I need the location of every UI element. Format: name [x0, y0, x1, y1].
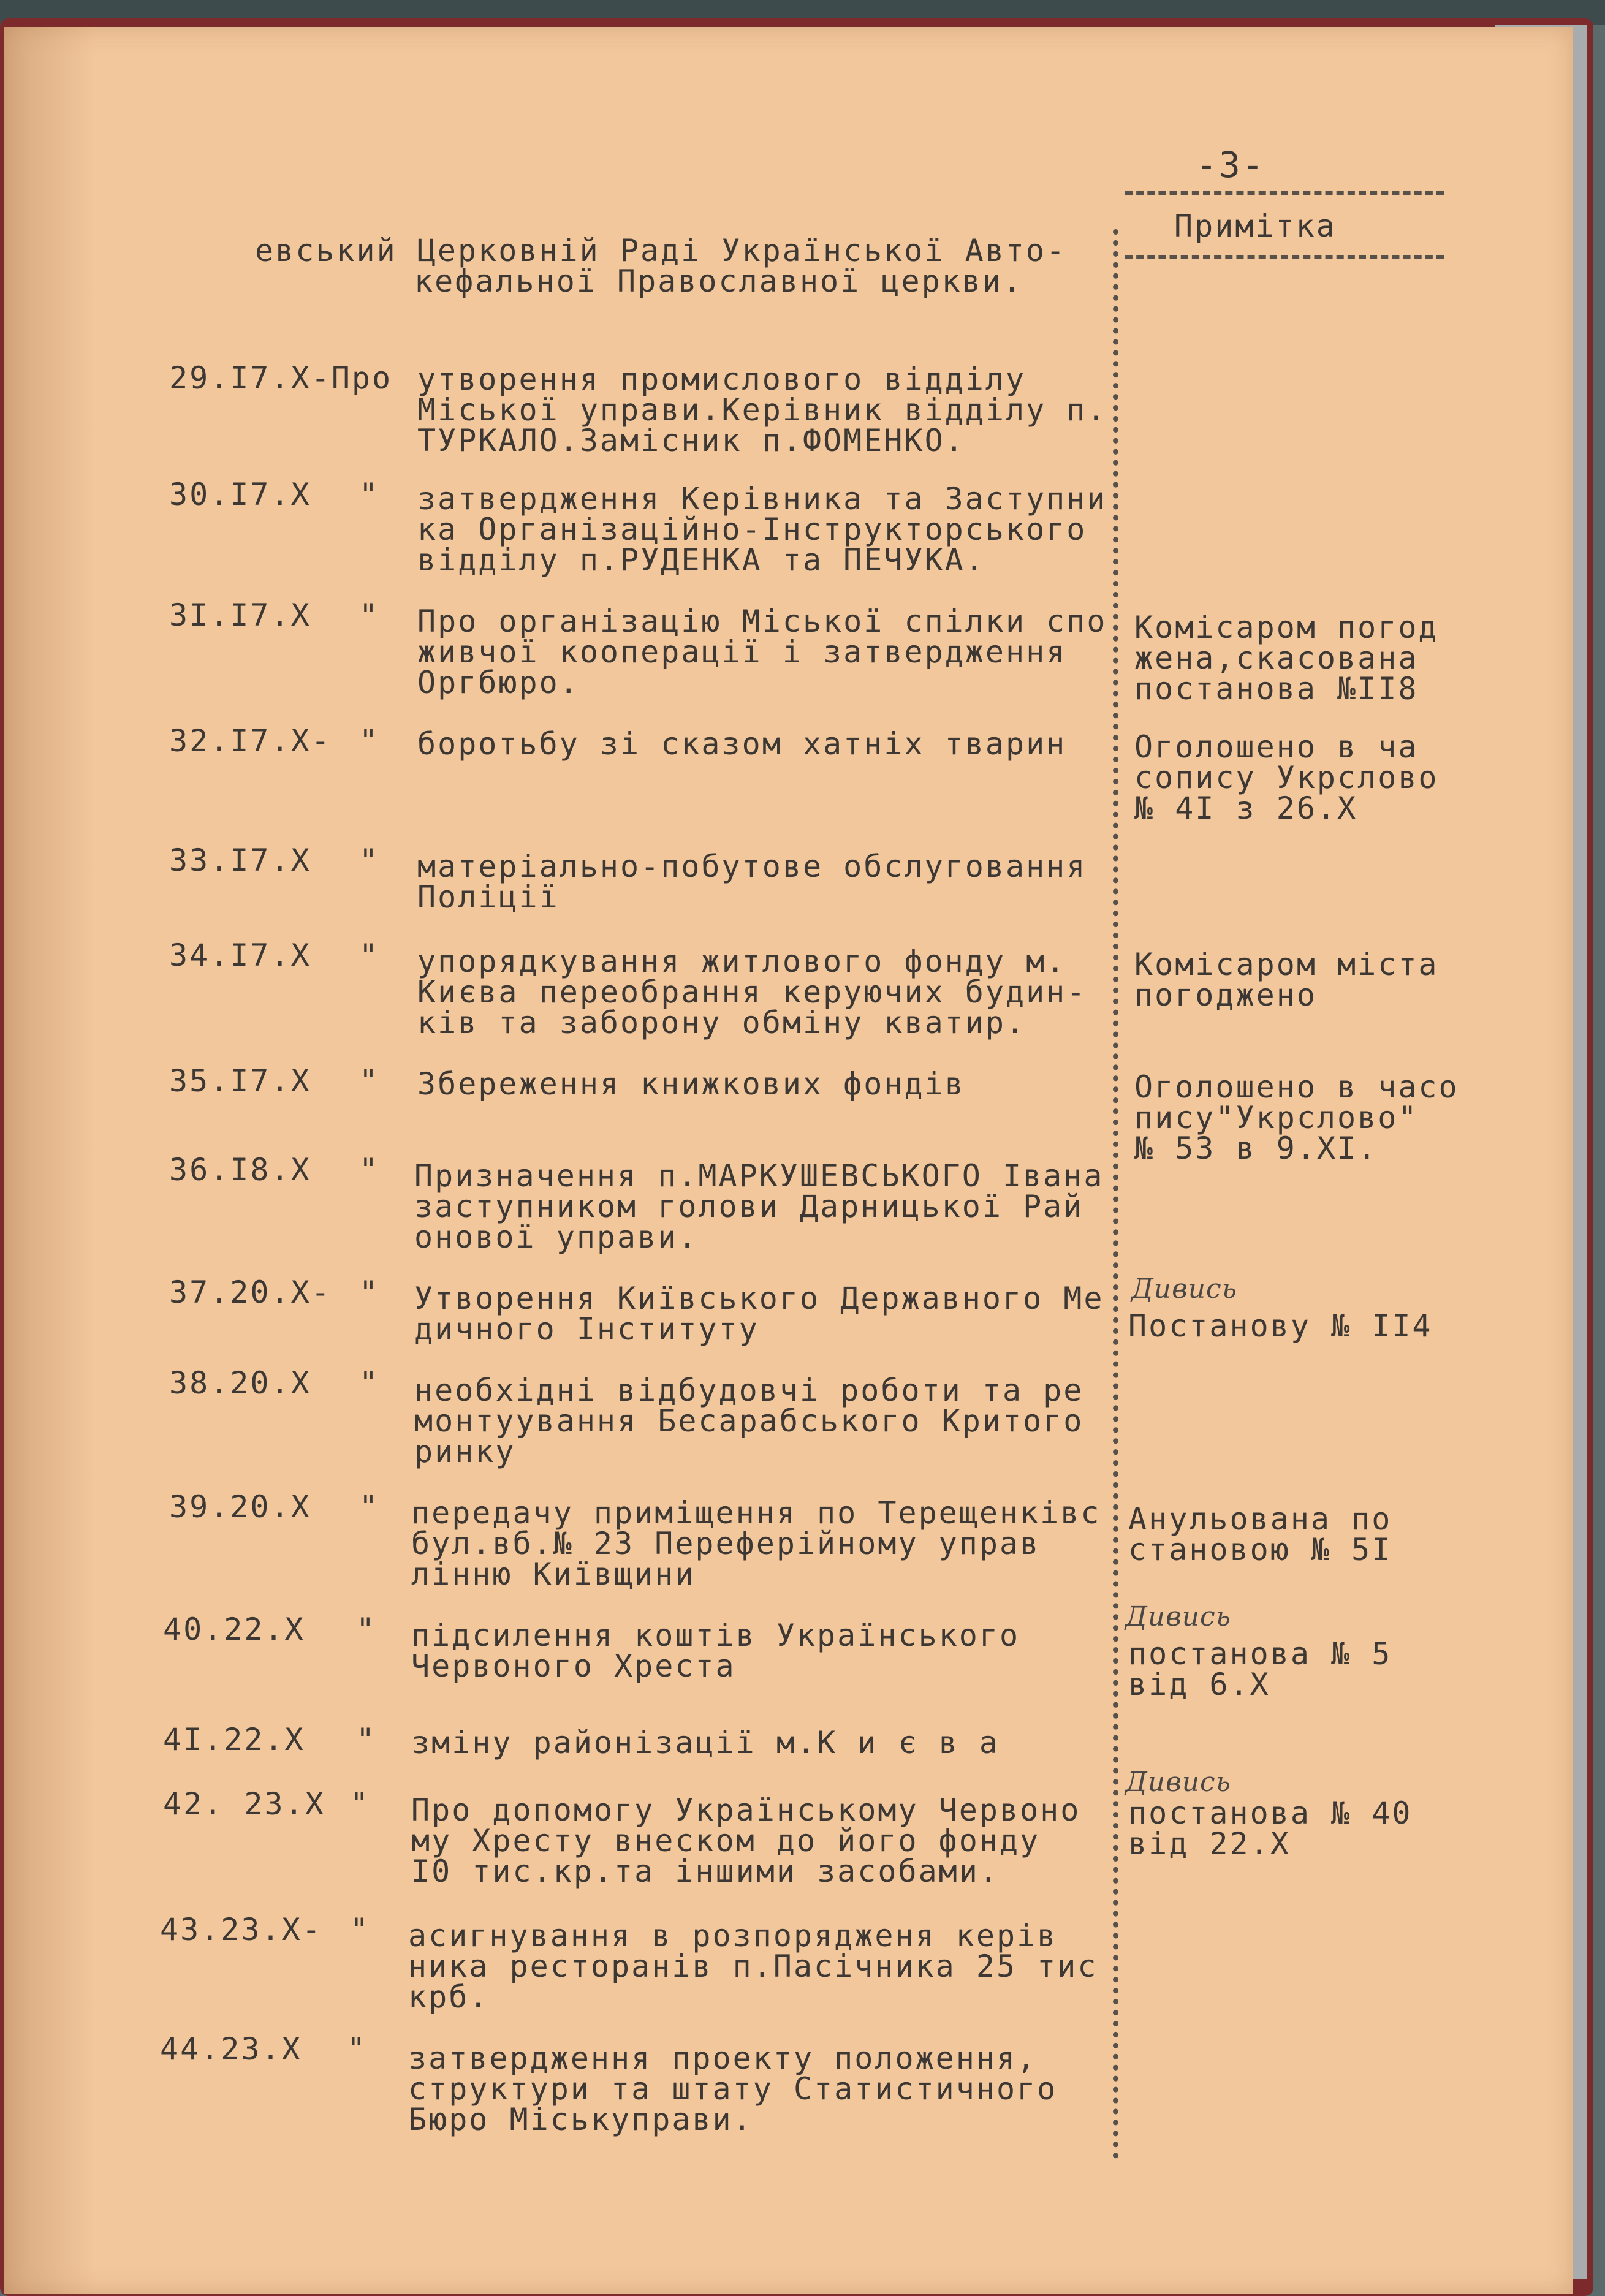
note-line: пису"Укрслово" — [1134, 1100, 1419, 1135]
entry-line: структури та штату Статистичного — [408, 2071, 1058, 2107]
ditto-mark: " — [356, 1612, 377, 1647]
note-line: постанова № 5 — [1128, 1636, 1392, 1672]
note-line: сопису Укрслово — [1134, 760, 1439, 795]
entry-line: ника ресторанів п.Пасічника 25 тис — [408, 1949, 1098, 1984]
note-line: від 22.X — [1128, 1826, 1291, 1862]
ditto-mark: " — [359, 1063, 380, 1099]
header-rule-top — [1125, 191, 1444, 195]
entry-line: Києва переобрання керуючих будин- — [417, 974, 1087, 1010]
entry-line: Міської управи.Керівник відділу п. — [417, 392, 1107, 428]
entry-line: Поліції — [417, 879, 560, 915]
entry-number: 44.23.X — [160, 2031, 302, 2067]
entry-line: утворення промислового відділу — [417, 362, 1026, 397]
intro-line: кефальної Православної церкви. — [414, 263, 1023, 299]
note-line: Анульована по — [1128, 1501, 1392, 1537]
entry-line: онової управи. — [414, 1219, 699, 1255]
note-line: постанова №II8 — [1134, 671, 1419, 707]
note-line: Комісаром погод — [1134, 610, 1439, 645]
note-line: Постанову № II4 — [1128, 1308, 1433, 1344]
entry-line: затвердження проекту положення, — [408, 2040, 1038, 2076]
entry-line: асигнування в розпорядженя керів — [408, 1918, 1058, 1953]
handwritten-note: Дивись — [1131, 1273, 1237, 1305]
entry-line: Збереження книжкових фондів — [417, 1066, 965, 1102]
note-line: № 4I з 26.X — [1134, 790, 1358, 826]
entry-line: му Хресту внеском до його фонду — [411, 1823, 1041, 1858]
entry-line: боротьбу зі сказом хатніх тварин — [417, 726, 1067, 762]
note-line: становою № 5I — [1128, 1532, 1392, 1567]
entry-number: 30.I7.X — [169, 477, 311, 512]
ditto-mark: " — [359, 1275, 380, 1310]
entry-line: Бюро Міськуправи. — [408, 2102, 753, 2137]
entry-number: 38.20.X — [169, 1365, 311, 1401]
note-line: постанова № 40 — [1128, 1795, 1413, 1831]
ditto-mark: " — [359, 597, 380, 633]
entry-line: бул.вб.№ 23 Переферійному управ — [411, 1526, 1041, 1561]
ditto-mark: " — [359, 723, 380, 759]
entry-number: 3I.I7.X — [169, 597, 311, 633]
entry-number: 40.22.X — [163, 1612, 305, 1647]
note-line: Комісаром міста — [1134, 947, 1439, 982]
entry-line: упорядкування житлового фонду м. — [417, 944, 1067, 979]
note-line: Оголошено в ча — [1134, 729, 1419, 765]
entry-line: ринку — [414, 1434, 516, 1469]
note-line: Оголошено в часо — [1134, 1069, 1459, 1105]
ditto-mark: " — [356, 1722, 377, 1757]
note-column-header: Примітка — [1174, 208, 1337, 244]
entry-line: необхідні відбудовчі роботи та ре — [414, 1373, 1084, 1408]
entry-line: зміну районізації м.К и є в а — [411, 1725, 1000, 1760]
entry-line: I0 тис.кр.та іншими засобами. — [411, 1854, 1000, 1889]
ditto-mark: " — [359, 1365, 380, 1401]
entry-line: ка Організаційно-Інструкторського — [417, 512, 1087, 547]
entry-line: ТУРКАЛО.Замісник п.ФОМЕНКО. — [417, 423, 965, 458]
ditto-mark: " — [350, 1786, 371, 1822]
ditto-mark: " — [350, 1912, 371, 1947]
entry-number: 33.I7.X — [169, 843, 311, 878]
entry-line: Утворення Київського Державного Ме — [414, 1281, 1104, 1316]
entry-line: Оргбюро. — [417, 665, 580, 700]
entry-line: підсилення коштів Українського — [411, 1618, 1020, 1653]
entry-line: матеріально-побутове обслуговання — [417, 849, 1087, 884]
entry-number: 34.I7.X — [169, 938, 311, 973]
handwritten-note: Дивись — [1125, 1767, 1231, 1798]
entry-number: 43.23.X- — [160, 1912, 322, 1947]
entry-line: крб. — [408, 1979, 490, 2015]
intro-line: евський Церковній Раді Української Авто- — [255, 233, 1067, 268]
entry-number: 4I.22.X — [163, 1722, 305, 1757]
ditto-mark: " — [347, 2031, 368, 2067]
entry-number: 39.20.X — [169, 1489, 311, 1525]
note-line: від 6.X — [1128, 1667, 1270, 1702]
entry-number: 32.I7.X- — [169, 723, 332, 759]
page-gutter — [4, 27, 96, 2294]
entry-number: 36.I8.X — [169, 1152, 311, 1188]
entry-number: 42. 23.X — [163, 1786, 325, 1822]
document-page — [4, 27, 1573, 2294]
entry-number: 29.I7.X-Про — [169, 360, 393, 396]
ditto-mark: " — [359, 477, 380, 512]
entry-line: Червоного Хреста — [411, 1648, 736, 1684]
ditto-mark: " — [359, 1489, 380, 1525]
entry-line: Про організацію Міської спілки спо — [417, 604, 1107, 639]
entry-line: відділу п.РУДЕНКА та ПЕЧУКА. — [417, 542, 985, 578]
ditto-mark: " — [359, 1152, 380, 1188]
entry-line: дичного Інституту — [414, 1311, 759, 1347]
note-line: погоджено — [1134, 977, 1317, 1013]
entry-line: затвердження Керівника та Заступни — [417, 481, 1107, 517]
note-line: № 53 в 9.XI. — [1134, 1131, 1378, 1166]
column-divider — [1113, 229, 1118, 2159]
entry-line: лінню Київщини — [411, 1556, 696, 1592]
entry-line: Про допомогу Українському Червоно — [411, 1792, 1081, 1828]
entry-line: ків та заборону обміну кватир. — [417, 1005, 1026, 1040]
handwritten-note: Дивись — [1125, 1601, 1231, 1632]
entry-line: живчої кооперації і затвердження — [417, 634, 1067, 670]
ditto-mark: " — [359, 843, 380, 878]
entry-line: Призначення п.МАРКУШЕВСЬКОГО Івана — [414, 1158, 1104, 1194]
entry-number: 35.I7.X — [169, 1063, 311, 1099]
entry-line: передачу приміщення по Терещенківс — [411, 1495, 1101, 1531]
entry-number: 37.20.X- — [169, 1275, 332, 1310]
ditto-mark: " — [359, 938, 380, 973]
entry-line: заступником голови Дарницької Рай — [414, 1189, 1084, 1224]
page-number: -3- — [1196, 144, 1265, 186]
note-line: жена,скасована — [1134, 640, 1419, 676]
header-rule-bottom — [1125, 255, 1444, 259]
entry-line: монтуування Бесарабського Критого — [414, 1403, 1084, 1439]
